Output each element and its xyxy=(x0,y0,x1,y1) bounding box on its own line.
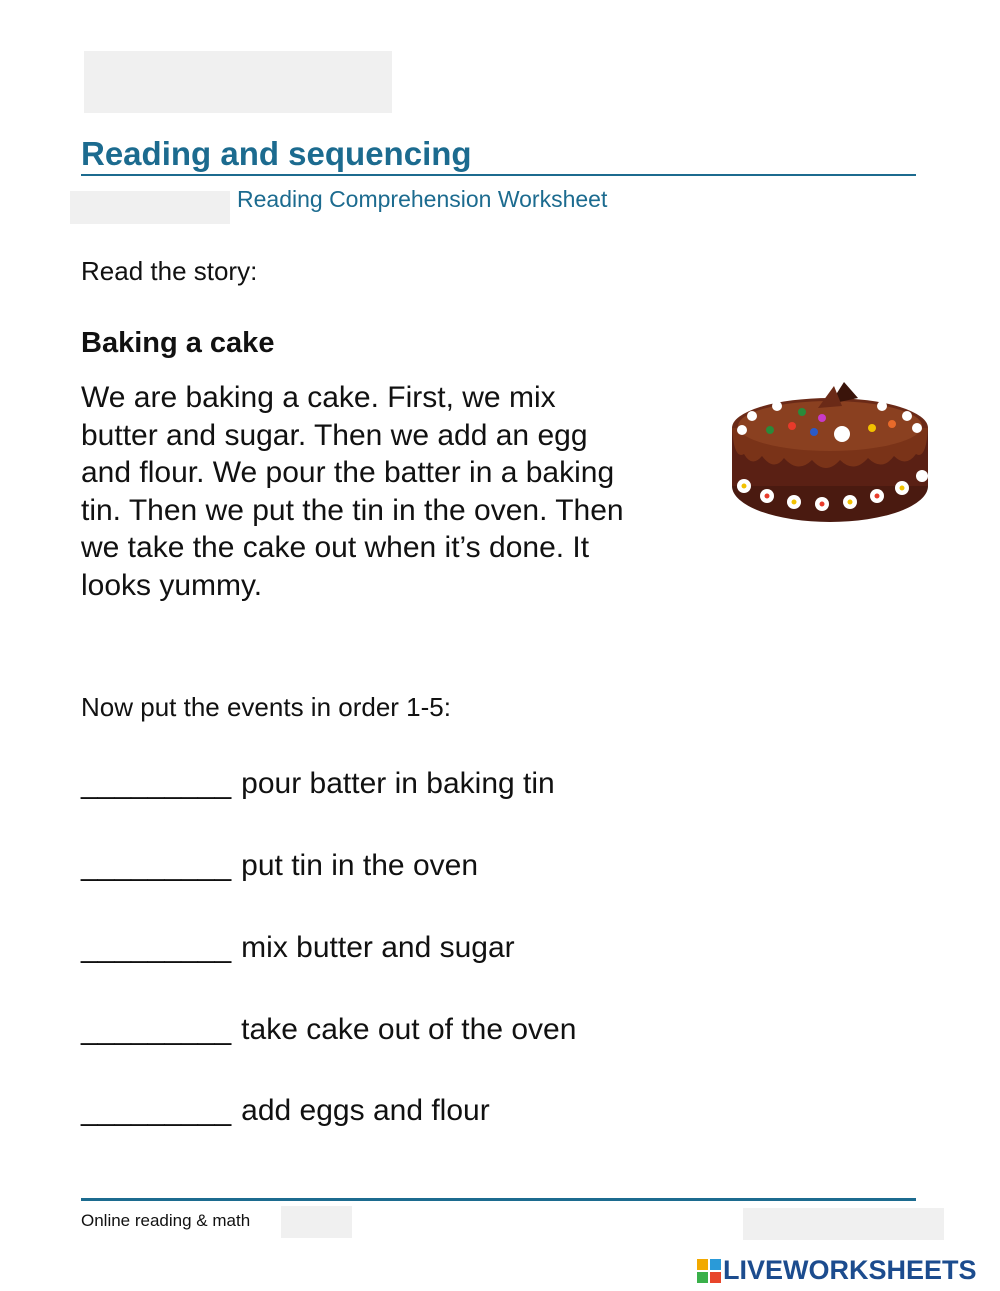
sequence-item xyxy=(81,931,515,965)
sequence-item xyxy=(81,1013,576,1047)
story-line: tin. Then we put the tin in the oven. Then xyxy=(81,493,624,527)
footer-text: Online reading & math xyxy=(81,1211,251,1230)
answer-blank[interactable]: _________ xyxy=(81,1094,232,1127)
page-subtitle: Reading Comprehension Worksheet xyxy=(237,186,608,212)
liveworksheets-logo-text: LIVEWORKSHEETS xyxy=(723,1255,977,1285)
story-line: We are baking a cake. First, we mix xyxy=(81,381,556,414)
story-line: we take the cake out when it’s done. It xyxy=(81,531,590,564)
sequence-item-text: take cake out of the oven xyxy=(241,1013,577,1046)
subtitle-placeholder xyxy=(70,191,230,224)
liveworksheets-logo[interactable] xyxy=(697,1255,977,1286)
sequence-item-text: pour batter in baking tin xyxy=(241,767,555,800)
answer-blank[interactable]: _________ xyxy=(81,767,232,800)
page-title: Reading and sequencing xyxy=(81,135,472,172)
answer-blank[interactable]: _________ xyxy=(81,931,232,964)
sequence-item-text: add eggs and flour xyxy=(241,1094,490,1127)
story-line: butter and sugar. Then we add an egg xyxy=(81,418,588,452)
order-instruction: Now put the events in order 1-5: xyxy=(81,692,451,722)
footer-placeholder-right xyxy=(743,1208,944,1240)
answer-blank[interactable]: _________ xyxy=(81,1013,232,1046)
cake-image xyxy=(722,368,937,538)
footer-placeholder-left xyxy=(281,1206,352,1238)
header-logo-placeholder xyxy=(84,51,392,113)
sequence-item xyxy=(81,849,478,883)
sequence-item-text: mix butter and sugar xyxy=(241,931,515,964)
sequence-item xyxy=(81,1094,490,1128)
sequence-item-text: put tin in the oven xyxy=(241,849,479,882)
answer-blank[interactable]: _________ xyxy=(81,849,232,882)
story-title: Baking a cake xyxy=(81,327,275,359)
story-line: and flour. We pour the batter in a baking xyxy=(81,456,615,489)
liveworksheets-logo-icon xyxy=(697,1259,721,1283)
sequence-item xyxy=(81,767,555,801)
story-line: looks yummy. xyxy=(81,568,263,602)
title-divider xyxy=(81,174,916,176)
story-text xyxy=(81,379,681,604)
footer-divider xyxy=(81,1198,916,1201)
read-instruction: Read the story: xyxy=(81,256,258,286)
